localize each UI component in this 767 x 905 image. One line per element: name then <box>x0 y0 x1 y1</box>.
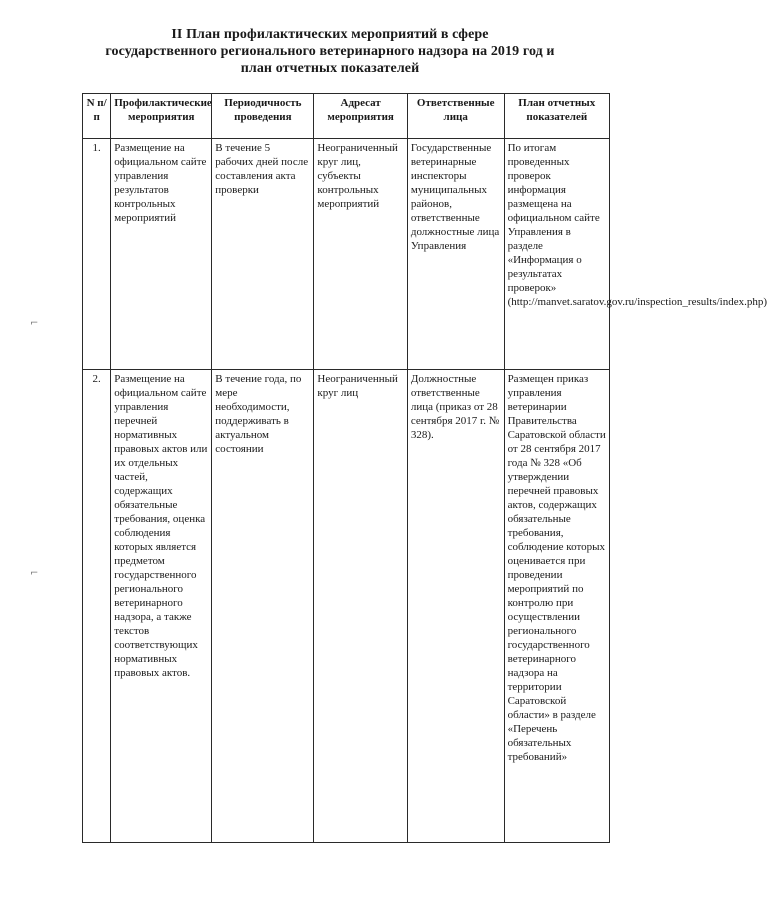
document-title <box>60 26 600 77</box>
cell-activity: Размещение на официальном сайте управления перечней нормативных правовых актов или их отдельных частей, содержащих обязательные требования, оценка соблюдения которых является предметом государственного регионального ветеринарного надзора, а также текстов соответствующих нормативных правовых актов. <box>111 370 212 843</box>
cell-responsible: Государственные ветеринарные инспекторы муниципальных районов, ответственные должностные лица Управления <box>407 139 504 370</box>
scan-mark: ⌐ <box>30 568 39 579</box>
table-row <box>83 139 610 370</box>
cell-periodicity: В течение года, по мере необходимости, поддерживать в актуальном состоянии <box>212 370 314 843</box>
title-line-1: II План профилактических мероприятий в сфере <box>171 27 489 42</box>
cell-activity: Размещение на официальном сайте управления результатов контрольных мероприятий <box>111 139 212 370</box>
table-header-row <box>83 94 610 139</box>
scan-mark: ⌐ <box>30 318 39 329</box>
title-line-2: государственного регионального ветеринарного надзора на 2019 год и <box>105 44 555 59</box>
header-number: N п/п <box>83 94 111 139</box>
header-activity: Профилактические мероприятия <box>111 94 212 139</box>
cell-number: 2. <box>83 370 111 843</box>
cell-responsible: Должностные ответственные лица (приказ от 28 сентября 2017 г. № 328). <box>407 370 504 843</box>
cell-indicators: По итогам проведенных проверок информация размещена на официальном сайте Управления в разделе «Информация о результатах проверок» (http://manvet.saratov.gov.ru/inspection_results/index.php) <box>504 139 609 370</box>
header-responsible: Ответственные лица <box>407 94 504 139</box>
table-row <box>83 370 610 843</box>
cell-periodicity: В течение 5 рабочих дней после составления акта проверки <box>212 139 314 370</box>
cell-indicators: Размещен приказ управления ветеринарии Правительства Саратовской области от 28 сентября 2017 года № 328 «Об утверждении перечней правовых актов, содержащих обязательные требования, соблюдение которых оценивается при проведении мероприятий по контролю при осуществлении регионального государственного ветеринарного надзора на территории Саратовской области» в разделе «Перечень обязательных требований» <box>504 370 609 843</box>
cell-number: 1. <box>83 139 111 370</box>
header-addressee: Адресат мероприятия <box>314 94 407 139</box>
cell-addressee: Неограниченный круг лиц <box>314 370 407 843</box>
header-periodicity: Периодичность проведения <box>212 94 314 139</box>
plan-table <box>82 93 767 843</box>
cell-addressee: Неограниченный круг лиц, субъекты контрольных мероприятий <box>314 139 407 370</box>
title-line-3: план отчетных показателей <box>240 61 420 76</box>
header-indicators: План отчетных показателей <box>504 94 609 139</box>
